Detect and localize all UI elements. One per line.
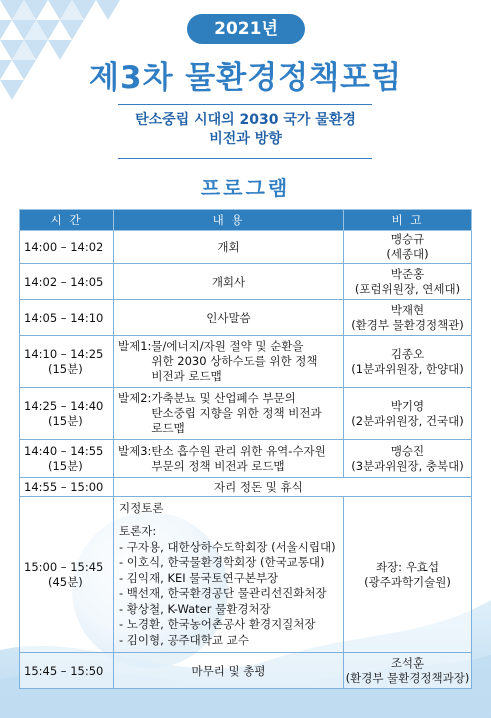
row-content: 인사말씀 xyxy=(114,300,344,336)
table-header-row xyxy=(20,210,472,231)
time-range: 15:00 – 15:45 xyxy=(24,559,104,574)
table-row xyxy=(20,264,472,300)
row-note xyxy=(344,231,472,264)
title-line: 가축분뇨 및 산업폐수 부문의 xyxy=(151,391,296,405)
note-affiliation: (포럼위원장, 연세대) xyxy=(354,281,461,296)
note-name: 맹승진 xyxy=(390,443,425,458)
table-row xyxy=(20,388,472,440)
row-time xyxy=(20,440,114,478)
note-affiliation: (3분과위원장, 충북대) xyxy=(351,458,464,473)
list-item: - 김이형, 공주대학교 교수 xyxy=(119,632,249,647)
presentation-title xyxy=(151,339,339,384)
presentation xyxy=(115,391,342,436)
table-row xyxy=(20,653,472,689)
row-note xyxy=(344,336,472,388)
row-time: 14:55 – 15:00 xyxy=(20,478,114,497)
note-affiliation: (광주과학기술원) xyxy=(364,574,451,589)
row-content: 자리 정돈 및 휴식 xyxy=(114,478,472,497)
subtitle-line-1: 탄소중립 시대의 2030 국가 물환경 xyxy=(135,112,356,128)
time-range: 14:40 – 14:55 xyxy=(24,443,104,458)
subtitle-line-2: 비전과 방향 xyxy=(209,131,282,147)
divider-bottom xyxy=(118,158,372,159)
title-line: 물/에너지/자원 절약 및 순환을 xyxy=(151,339,304,353)
row-time: 14:00 – 14:02 xyxy=(20,231,114,264)
time-duration: (15분) xyxy=(48,458,83,473)
panelist-list xyxy=(119,540,338,649)
title-line: 비전과 로드맵 xyxy=(151,369,222,383)
title-line: 부문의 정책 비전과 로드맵 xyxy=(151,458,285,473)
presentation-title xyxy=(151,444,339,474)
note-name: 맹승규 xyxy=(390,232,425,246)
panel-label: 토론자: xyxy=(119,524,157,539)
table-row xyxy=(20,497,472,653)
row-content xyxy=(114,497,344,653)
column-header-time: 시 간 xyxy=(20,210,114,231)
note-affiliation: (1분과위원장, 한양대) xyxy=(351,361,464,376)
discussion-heading: 지정토론 xyxy=(119,500,164,515)
time-range: 14:25 – 14:40 xyxy=(24,398,104,413)
time-range: 14:10 – 14:25 xyxy=(24,346,104,361)
time-duration: (45분) xyxy=(48,574,83,589)
column-header-note: 비 고 xyxy=(344,210,472,231)
title-line: 로드맵 xyxy=(151,421,185,435)
list-item: - 이호식, 한국물환경학회장 (한국교통대) xyxy=(119,555,325,570)
column-header-content: 내 용 xyxy=(114,210,344,231)
row-time xyxy=(20,336,114,388)
row-note xyxy=(344,440,472,478)
row-content: 개회 xyxy=(114,231,344,264)
row-time: 14:02 – 14:05 xyxy=(20,264,114,300)
row-content: 마무리 및 총평 xyxy=(114,653,344,689)
presentation-title xyxy=(151,391,339,436)
subtitle xyxy=(0,111,491,149)
row-note xyxy=(344,497,472,653)
title-line: 위한 2030 상하수도를 위한 정책 xyxy=(151,354,318,368)
list-item: - 김익재, KEI 물국토연구본부장 xyxy=(119,570,279,585)
note-affiliation: (환경부 물환경정책관) xyxy=(351,317,464,332)
row-content: 개회사 xyxy=(114,264,344,300)
presentation xyxy=(115,339,342,384)
year-badge: 2021년 xyxy=(187,14,305,44)
row-content xyxy=(114,336,344,388)
row-time: 14:05 – 14:10 xyxy=(20,300,114,336)
note-name: 좌장: 우효섭 xyxy=(375,559,440,574)
note-affiliation: (2분과위원장, 건국대) xyxy=(351,413,464,428)
table-row xyxy=(20,440,472,478)
note-affiliation: (세종대) xyxy=(386,247,429,261)
row-time xyxy=(20,497,114,653)
title-line: 탄소 흡수원 관리 위한 유역-수자원 xyxy=(151,443,326,458)
row-note xyxy=(344,264,472,300)
row-content xyxy=(114,440,344,478)
row-time xyxy=(20,388,114,440)
time-duration: (15분) xyxy=(48,413,83,428)
title-line: 탄소중립 지향을 위한 정책 비전과 xyxy=(151,406,322,420)
note-name: 박재현 xyxy=(390,302,425,317)
row-note xyxy=(344,300,472,336)
row-note xyxy=(344,388,472,440)
presentation-tag: 발제3: xyxy=(118,443,152,458)
presentation xyxy=(115,444,342,474)
table-row xyxy=(20,336,472,388)
schedule-table xyxy=(19,209,472,689)
page-title: 제3차 물환경정책포럼 xyxy=(89,60,402,96)
presentation-tag: 발제1: xyxy=(118,339,152,353)
list-item: - 노경환, 한국농어촌공사 환경지질처장 xyxy=(119,617,316,632)
note-name: 박기영 xyxy=(390,398,425,413)
presentation-tag: 발제2: xyxy=(118,391,152,405)
row-content xyxy=(114,388,344,440)
list-item: - 구자용, 대한상하수도학회장 (서울시립대) xyxy=(119,539,336,554)
table-row xyxy=(20,231,472,264)
row-note xyxy=(344,653,472,689)
note-name: 조석훈 xyxy=(390,655,425,670)
table-row xyxy=(20,300,472,336)
program-heading: 프로그램 xyxy=(200,176,291,200)
list-item: - 백선재, 한국환경공단 물관리선진화처장 xyxy=(119,586,327,601)
time-duration: (15분) xyxy=(48,361,83,376)
list-item: - 황상철, K-Water 물환경처장 xyxy=(119,601,271,616)
note-name: 박준홍 xyxy=(390,266,425,281)
row-time: 15:45 – 15:50 xyxy=(20,653,114,689)
note-affiliation: (환경부 물환경정책과장) xyxy=(345,670,470,685)
note-name: 김종오 xyxy=(390,346,425,361)
divider-top xyxy=(118,104,372,105)
table-row xyxy=(20,478,472,497)
